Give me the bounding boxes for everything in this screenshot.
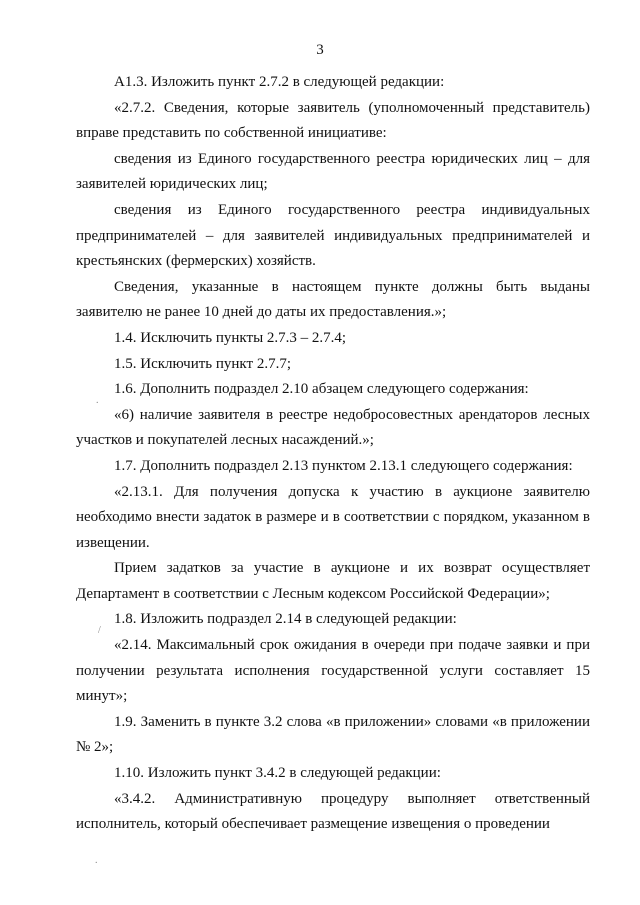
paragraph-2-7-2: «2.7.2. Сведения, которые заявитель (уполномоченный представитель) вправе представить по собственной инициативе: — [76, 99, 590, 142]
paragraph-1-10: 1.10. Изложить пункт 3.4.2 в следующей редакции: — [114, 765, 441, 782]
body-text — [76, 70, 590, 838]
page-number: 3 — [316, 42, 324, 58]
paragraph-2-14: «2.14. Максимальный срок ожидания в очереди при подаче заявки и при получении результата исполнения государственной услуги составляет 15 минут»; — [76, 637, 590, 705]
paragraph-1-7: 1.7. Дополнить подраздел 2.13 пунктом 2.13.1 следующего содержания: — [114, 457, 573, 474]
paragraph-deposits: Прием задатков за участие в аукционе и их возврат осуществляет Департамент в соответствии с Лесным кодексом Российской Федерации»; — [76, 560, 590, 602]
paragraph-1-8: 1.8. Изложить подраздел 2.14 в следующей редакции: — [114, 611, 457, 628]
paragraph-1-4: 1.4. Исключить пункты 2.7.3 – 2.7.4; — [114, 329, 347, 346]
stray-mark: / — [98, 625, 101, 636]
paragraph-2-13-1: «2.13.1. Для получения допуска к участию в аукционе заявителю необходимо внести задаток в размере и в соответствии с порядком, указанном в извещении. — [76, 483, 590, 551]
paragraph-egrip: сведения из Единого государственного реестра индивидуальных предпринимателей – для заявителей индивидуальных предпринимателей и крестьянских (фермерских) хозяйств. — [76, 201, 590, 270]
paragraph-info-deadline: Сведения, указанные в настоящем пункте должны быть выданы заявителю не ранее 10 дней до даты их предоставления.»; — [76, 278, 590, 321]
stray-mark: . — [95, 855, 98, 866]
paragraph-1-9: 1.9. Заменить в пункте 3.2 слова «в приложении» словами «в приложении № 2»; — [76, 713, 590, 756]
paragraph-6-registry: «6) наличие заявителя в реестре недобросовестных арендаторов лесных участков и покупателей лесных насаждений.»; — [76, 406, 590, 449]
paragraph-egrul: сведения из Единого государственного реестра юридических лиц – для заявителей юридических лиц; — [76, 150, 590, 193]
paragraph-1-3: А1.3. Изложить пункт 2.7.2 в следующей редакции: — [114, 74, 445, 90]
stray-mark: . — [96, 395, 99, 406]
paragraph-1-6: 1.6. Дополнить подраздел 2.10 абзацем следующего содержания: — [114, 381, 529, 398]
paragraph-3-4-2: «3.4.2. Административную процедуру выполняет ответственный исполнитель, который обеспечивает размещение извещения о проведении — [76, 790, 590, 833]
paragraph-1-5: 1.5. Исключить пункт 2.7.7; — [114, 355, 291, 372]
